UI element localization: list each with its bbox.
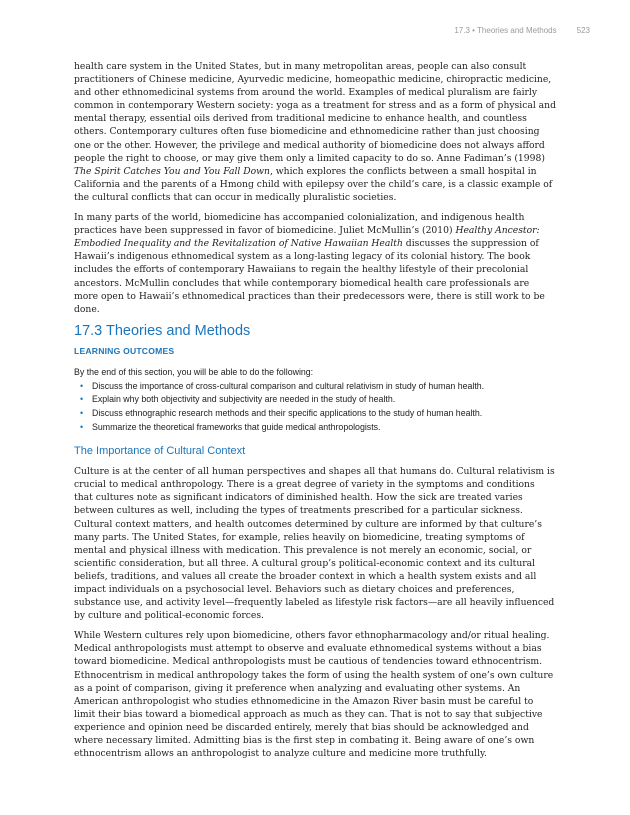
paragraph-text: health care system in the United States, but in many metropolitan areas, people can also consult practitioners of Chinese medicine, Ayurvedic medicine, homeopathic medicine, chiropractic medicine, and other ethnomedicinal systems from around the world. Examples of medical pluralism are fairly common in contemporary Western society: yoga as a treatment for stress and as a form of physical and mental therapy, essential oils derived from traditional medicine to enhance health, and countless others. Contemporary cultures often fuse biomedicine and ethnomedicine rather than just choosing one or the other. However, the privilege and medical authority of biomedicine does not always afford people the right to choose, or may give them only a limited capacity to do so. Anne Fadiman’s (1998) <box>74 61 556 164</box>
paragraph-cultural-context: Culture is at the center of all human perspectives and shapes all that humans do. Cultural relativism is crucial to medical anthropology. There is a great degree of variety in the symptoms and conditions that cultures note as significant indicators of diminished health. How the sick are treated varies between cultures as well, including the types of treatments prescribed for a particular sickness. Cultural context matters, and health outcomes determined by culture are informed by that culture’s many parts. The United States, for example, relies heavily on biomedicine, treating symptoms of mental and physical illness with medication. This prevalence is not merely an economic, social, or scientific consideration, but all three. A cultural group’s political-economic context and its cultural beliefs, traditions, and values all create the broader context in which a health system exists and all impact individuals on a psychosocial level. Behaviors such as dietary choices and preferences, substance use, and activity level—frequently labeled as lifestyle risk factors—are all heavily influenced by culture and political-economic forces. <box>74 466 555 622</box>
list-item <box>80 380 556 394</box>
list-item <box>80 407 556 421</box>
section-title: 17.3 Theories and Methods <box>74 322 251 339</box>
list-item-text: Discuss the importance of cross-cultural comparison and cultural relativism in study of human health. <box>92 380 485 391</box>
paragraph-medical-pluralism <box>74 60 556 204</box>
bullet-icon: • <box>80 380 84 391</box>
book-title-fadiman: The Spirit Catches You and You Fall Down <box>74 165 270 177</box>
paragraph-colonialization <box>74 211 556 316</box>
page-number: 523 <box>576 26 590 35</box>
bullet-icon: • <box>80 421 84 432</box>
paragraph-ethnocentrism: While Western cultures rely upon biomedicine, others favor ethnopharmacology and/or ritual healing. Medical anthropologists must attempt to observe and evaluate ethnomedical systems without a bias toward biomedicine. Medical anthropologists must be cautious of tendencies toward ethnocentrism. Ethnocentrism in medical anthropology takes the form of using the health system of one’s own culture as a point of comparison, giving it preference when analyzing and evaluating other systems. An American anthropologist who studies ethnomedicine in the Amazon River basin must be careful to limit their bias toward a biomedical approach as much as they can. That is not to say that subjective experience and opinion need be discarded entirely, merely that bias should be acknowledged and where necessary limited. Admitting bias is the first step in combating it. Being aware of one’s own ethnocentrism allows an anthropologist to analyze culture and medicine more truthfully. <box>74 630 554 760</box>
list-item <box>80 421 556 435</box>
paragraph-text: In many parts of the world, biomedicine has accompanied colonialization, and indigenous health practices have been suppressed in favor of biomedicine. Juliet McMullin’s (2010) <box>74 212 525 237</box>
list-item-text: Summarize the theoretical frameworks that guide medical anthropologists. <box>92 421 381 432</box>
bullet-icon: • <box>80 407 84 418</box>
list-item-text: Explain why both objectivity and subjectivity are needed in the study of health. <box>92 394 396 405</box>
learning-outcomes-list <box>74 380 556 434</box>
page-content <box>74 60 556 767</box>
book-title-mcmullin: Healthy Ancestor: Embodied Inequality and the Revitalization of Native Hawaiian Health <box>74 225 540 250</box>
list-item-text: Discuss ethnographic research methods and their specific applications to the study of human health. <box>92 407 483 418</box>
list-item <box>80 393 556 407</box>
learning-outcomes-heading: LEARNING OUTCOMES <box>74 345 175 356</box>
running-header-section: 17.3 • Theories and Methods <box>454 26 557 35</box>
running-header <box>454 26 590 35</box>
subsection-title: The Importance of Cultural Context <box>74 445 246 458</box>
bullet-icon: • <box>80 394 84 405</box>
paragraph-text: discusses the suppression of Hawaii’s indigenous ethnomedical system as a long-lasting legacy of its colonial history. The book includes the efforts of contemporary Hawaiians to regain the healthy lifestyle of their precolonial ancestors. McMullin concludes that while contemporary biomedical health care professionals are more open to Hawaii’s ethnomedical practices than their predecessors were, there is still work to be done. <box>74 238 545 315</box>
learning-outcomes-intro: By the end of this section, you will be able to do the following: <box>74 366 314 377</box>
paragraph-text: , which explores the conflicts between a small hospital in California and the parents of a Hmong child with epilepsy over the child’s care, is a classic example of the cultural conflicts that can occur in medically pluralistic societies. <box>74 165 553 203</box>
